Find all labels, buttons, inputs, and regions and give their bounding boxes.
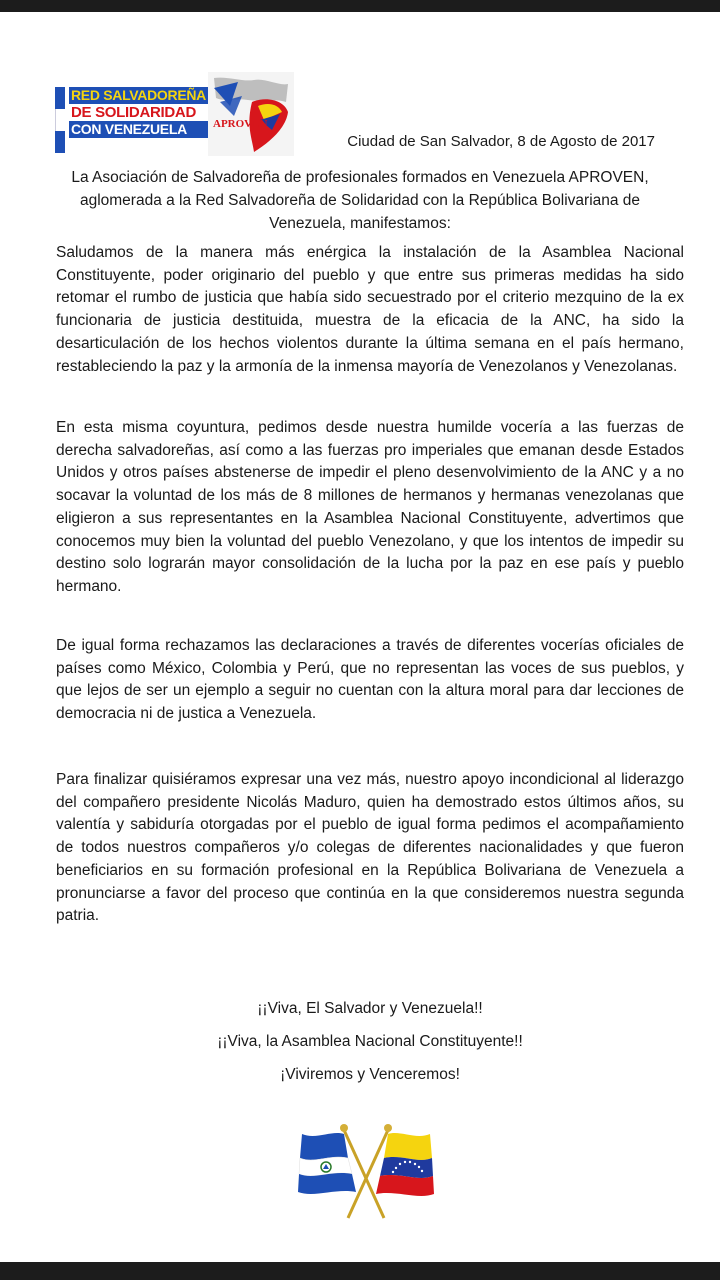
paragraph-3: De igual forma rechazamos las declaraciones a través de diferentes vocerías oficiales de países como México, Colombia y Perú, que no representan las voces de sus pueblos, y que lejos de ser un ejemplo a seguir no cuentan con la altura moral para dar lecciones de democracia ni de justica a Venezuela. <box>56 637 684 723</box>
slogan-1: ¡¡Viva, El Salvador y Venezuela!! <box>257 1000 483 1017</box>
paragraph-4: Para finalizar quisiéramos expresar una vez más, nuestro apoyo incondicional al liderazgo del compañero presidente Nicolás Maduro, quien ha demostrado estos últimos años, su valentía y sabiduría otorgadas por el pueblo de igual forma pedimos el acompañamiento de todos nuestros compañeros y/o colegas de diferentes nacionalidades y que fueron beneficiarios en su formación profesional en la República Bolivariana de Venezuela a pronunciarse a favor del proceso que continúa en la que consideremos nuestra segunda patria. <box>56 771 684 925</box>
letter-heading: La Asociación de Salvadoreña de profesionales formados en Venezuela APROVEN, aglomerada a la Red Salvadoreña de Solidaridad con la República Bolivariana de Venezuela, manifestamos: <box>71 169 649 232</box>
logo-line-1: RED SALVADOREÑA <box>69 87 209 104</box>
slogan-3: ¡Viviremos y Venceremos! <box>280 1066 460 1083</box>
aproven-logo <box>208 72 294 156</box>
el-salvador-flag-icon <box>298 1133 356 1194</box>
red-salvadorena-logo <box>55 87 205 155</box>
date-line: Ciudad de San Salvador, 8 de Agosto de 2017 <box>347 133 655 150</box>
paragraph-2: En esta misma coyuntura, pedimos desde nuestra humilde vocería a las fuerzas de derecha salvadoreñas, así como a las fuerzas pro imperiales que emanan desde Estados Unidos y otros países abstenerse de impedir el pleno desenvolvimiento de la ANC y a no socavar la voluntad de los más de 8 millones de hermanos y hermanas venezolanas que eligieron a sus representantes en la Asamblea Nacional Constituyente, advertimos que conocemos muy bien la voluntad del pueblo Venezolano, y que los intentos de impedir su destino solo lograrán mayor consolidación de la lucha por la paz en ese país y pueblo hermano. <box>56 419 684 595</box>
aproven-logo-text: APROVEN <box>213 118 268 130</box>
logo-stripe-blue-bottom <box>55 131 65 153</box>
logo-line-2: DE SOLIDARIDAD <box>69 104 209 121</box>
status-bar-top <box>0 0 720 12</box>
document-page <box>0 12 720 1262</box>
venezuela-flag-icon <box>376 1133 434 1196</box>
crossed-flags-icon <box>296 1112 436 1222</box>
logo-stripe-blue-top <box>55 87 65 109</box>
status-bar-bottom <box>0 1262 720 1280</box>
paragraph-1: Saludamos de la manera más enérgica la instalación de la Asamblea Nacional Constituyente, poder originario del pueblo y que entre sus primeras medidas ha sido retomar el rumbo de justicia que había sido secuestrado por el criterio mezquino de la ex funcionaria de justicia destituida, muestra de la eficacia de la ANC, ha sido la desarticulación de los hechos violentos durante la última semana en el país hermano, restableciendo la paz y la armonía de la inmensa mayoría de Venezolanos y Venezolanas. <box>56 244 684 375</box>
logo-stripe-white <box>55 109 66 131</box>
logo-line-3: CON VENEZUELA <box>69 121 209 138</box>
slogan-2: ¡¡Viva, la Asamblea Nacional Constituyente!! <box>217 1033 523 1050</box>
